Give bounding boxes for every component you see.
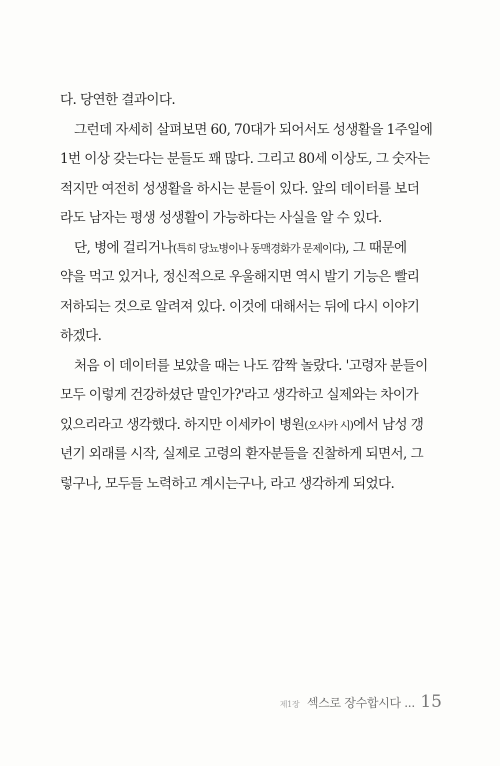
page-number: 15 — [420, 692, 442, 712]
text-line: 렇구나, 모두들 노력하고 계시는구나, 라고 생각하게 되었다. — [60, 475, 395, 492]
paragraph-3 — [60, 234, 446, 352]
parenthetical-note: (특히 당뇨병이나 동맥경화가 문제이다) — [172, 241, 346, 255]
text-line — [60, 411, 446, 441]
text-line: 1번 이상 갖는다는 분들도 꽤 많다. 그리고 80세 이상도, 그 숫자는 — [60, 151, 430, 167]
text-line — [60, 234, 446, 264]
chapter-title: 섹스로 장수합시다 — [306, 696, 401, 710]
text-run: 단, 병에 걸리거나 — [74, 239, 173, 256]
running-footer — [280, 692, 442, 712]
text-run: , 그 때문에 — [345, 239, 407, 256]
paragraph-2 — [60, 116, 446, 234]
text-line: 라도 남자는 평생 성생활이 가능하다는 사실을 알 수 있다. — [60, 210, 382, 226]
parenthetical-note: (오사카 시) — [304, 418, 354, 432]
text-run: 에서 남성 갱 — [353, 416, 424, 433]
text-line: 적지만 여전히 성생활을 하시는 분들이 있다. 앞의 데이터를 보더 — [60, 180, 420, 197]
text-line: 다. 당연한 결과이다. — [60, 92, 176, 108]
text-line: 그런데 자세히 살펴보면 60, 70대가 되어서도 성생활을 1주일에 — [74, 121, 433, 138]
text-line: 저하되는 것으로 알려져 있다. 이것에 대해서는 뒤에 다시 이야기 — [60, 298, 420, 315]
text-line: 약을 먹고 있거나, 정신적으로 우울해지면 역시 발기 기능은 빨리 — [60, 269, 420, 285]
paragraph-1 — [60, 86, 446, 116]
chapter-label: 제1장 — [279, 700, 300, 709]
text-run: 있으리라고 생각했다. 하지만 이세카이 병원 — [60, 416, 305, 433]
body-text — [60, 86, 446, 499]
text-line: 년기 외래를 시작, 실제로 고령의 환자분들을 진찰하게 되면서, 그 — [60, 446, 424, 462]
text-line: 하겠다. — [60, 328, 102, 344]
paragraph-4 — [60, 352, 446, 500]
text-line: 처음 이 데이터를 보았을 때는 나도 깜짝 놀랐다. '고령자 분들이 — [74, 357, 428, 374]
footer-separator: ... — [404, 696, 415, 710]
text-line: 모두 이렇게 건강하셨단 말인가?'라고 생각하고 실제와는 차이가 — [60, 387, 418, 403]
